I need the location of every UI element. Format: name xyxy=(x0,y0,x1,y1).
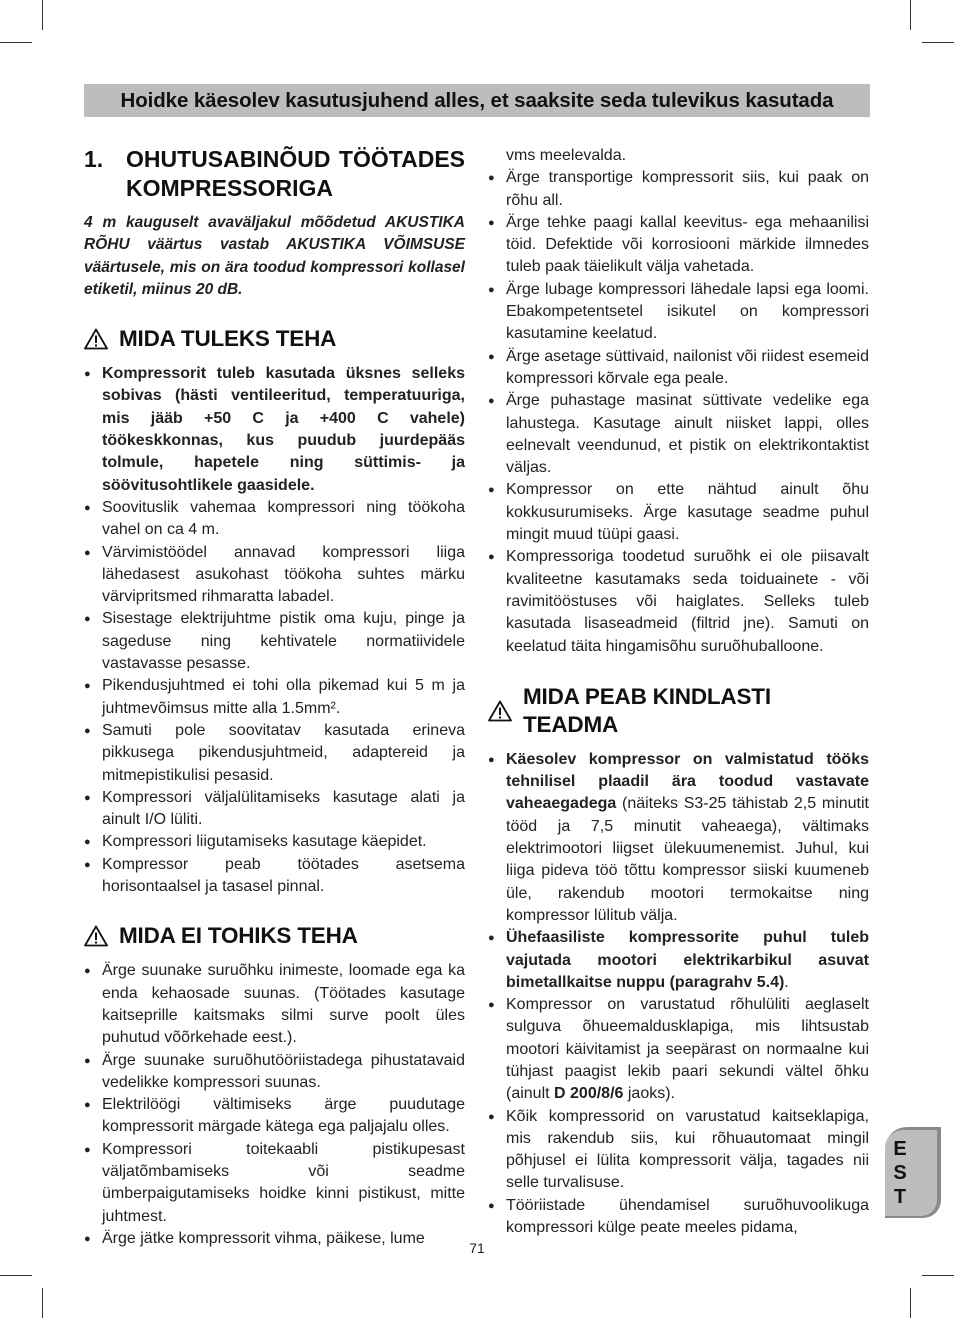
list-item: ● Ärge tehke paagi kallal keevitus- ega mehaanilisi töid. Defektide või korrosiooni märkide ilmnedes tuleb paak täielikult välja vahetada. xyxy=(488,212,869,279)
list-item: ● Kompressor on ette nähtud ainult õhu kokkusurumiseks. Ärge kasutage seadme puhul mingit muud tüüpi gaasi. xyxy=(488,479,869,546)
section-heading xyxy=(84,145,465,174)
list-item: ● Kompressori väljalülitamiseks kasutage alati ja ainult I/O lüliti. xyxy=(84,787,465,832)
language-tab-letter: T xyxy=(893,1186,907,1208)
item-bold: Käesolev kompressor on valmistatud tööks tehnilisel plaadil ära toodud vastavate vaheaegadega xyxy=(506,750,869,813)
know-title: MIDA PEAB KINDLASTI TEADMA xyxy=(523,683,771,737)
section-number: 1. xyxy=(84,146,104,172)
list-item: ● Kompressori liigutamiseks kasutage käepidet. xyxy=(84,831,465,853)
language-tab-letter: S xyxy=(893,1162,907,1184)
crop-mark xyxy=(42,0,43,30)
warning-icon xyxy=(488,700,512,722)
crop-mark xyxy=(0,1275,32,1276)
list-item: ● Sisestage elektrijuhtme pistik oma kuju, pinge ja sageduse ning kehtivatele normatiividele vastavasse pesasse. xyxy=(84,608,465,675)
list-item xyxy=(488,994,869,1105)
list-item: ● Elektrilöögi vältimiseks ärge puudutage kompressorit märgade kätega ega paljajalu olles. xyxy=(84,1094,465,1139)
list-item: ● Kõik kompressorid on varustatud kaitseklapiga, mis rakendub siis, kui rõhuautomaat mingil põhjusel ei lülita kompressorit välja, tagades nii selle turvalisuse. xyxy=(488,1106,869,1195)
list-item: ● Kompressorit tuleb kasutada üksnes selleks sobivas (hästi ventileeritud, temperatuuriga, mis jääb +50 C ja +400 C vahele) töökeskkonnas, kus puudub juurdepääs tolmule, hapetele ning süttimis- ja söövitusohtlikele gaasidele. xyxy=(84,363,465,497)
crop-mark xyxy=(42,1288,43,1318)
list-item xyxy=(488,927,869,994)
do-title: MIDA TULEKS TEHA xyxy=(119,326,337,352)
crop-mark xyxy=(910,0,911,30)
spacer xyxy=(84,174,126,203)
list-item xyxy=(488,749,869,927)
list-item: ● Värvimistöödel annavad kompressori liiga lähedasest asukohast töökoha suhtes märku värvipritsmed rihmaratta labadel. xyxy=(84,542,465,609)
dont-list xyxy=(84,960,465,1250)
item-text: Kompressor on varustatud rõhulüliti aeglaselt sulguva õhueemaldusklapiga, mis lihtsustab mootori käivitamist ja seepärast on normaalne kui tühjast paagist lekib paari sekundi vältel õhku (ainult xyxy=(506,996,869,1103)
warning-icon xyxy=(84,925,108,947)
intro-paragraph: 4 m kauguselt avaväljakul mõõdetud AKUSTIKA RÕHU väärtus vastab AKUSTIKA VÕIMSUSE väärtusele, mis on ära toodud kompressori kollasel etiketil, miinus 20 dB. xyxy=(84,214,465,298)
list-item: ● Ärge suunake suruõhutööriistadega pihustatavaid vedelikke kompressori suunas. xyxy=(84,1050,465,1095)
know-list xyxy=(488,749,869,1240)
page-number: 71 xyxy=(469,1240,485,1256)
list-item: ● Samuti pole soovitatav kasutada erineva pikkusega pikendusjuhtmeid, adaptereid ja mitmepistikulisi pesasid. xyxy=(84,720,465,787)
item-bold: D 200/8/6 xyxy=(554,1085,624,1103)
list-item: ● Ärge puhastage masinat süttivate vedelike ega lahustega. Kasutage ainult niisket lappi, olles eelnevalt veendunud, et pistik on elektrikontaktist väljas. xyxy=(488,390,869,479)
section-title-line2: KOMPRESSORIGA xyxy=(126,175,334,201)
left-column xyxy=(84,145,465,1250)
list-item: ● Kompressor peab töötades asetsema horisontaalsel ja tasasel pinnal. xyxy=(84,854,465,899)
item-text: jaoks). xyxy=(623,1085,675,1103)
continuation-text: vms meelevalda. xyxy=(506,147,627,164)
crop-mark xyxy=(0,42,32,43)
right-column xyxy=(488,145,869,1239)
crop-mark xyxy=(910,1288,911,1318)
dont-heading xyxy=(84,922,465,950)
list-item: ● Pikendusjuhtmed ei tohi olla pikemad kui 5 m ja juhtmevõimsus mitte alla 1.5mm². xyxy=(84,675,465,720)
crop-mark xyxy=(922,1275,954,1276)
list-item: ● Kompressori toitekaabli pistikupesast väljatõmbamiseks või seadme ümberpaigutamiseks hoidke kinni pistikust, mitte juhtmest. xyxy=(84,1139,465,1228)
section-title-wrap xyxy=(126,145,465,174)
list-item: ● Kompressoriga toodetud suruõhk ei ole piisavalt kvaliteetne kasutamaks seda toiduainete - või ravimitööstuses või haiglates. Selleks tuleb kasutada lisaseadmeid (filtrid jne). Samuti on keelatud täita hingamisõhu suruõhuballoone. xyxy=(488,546,869,657)
list-item: ● Soovituslik vahemaa kompressori ning töökoha vahel on ca 4 m. xyxy=(84,497,465,542)
section-heading-line2 xyxy=(84,174,465,203)
list-item: ● Ärge transportige kompressorit siis, kui paak on rõhu all. xyxy=(488,167,869,212)
do-heading xyxy=(84,325,465,353)
list-item: ● Ärge jätke kompressorit vihma, päikese, lume xyxy=(84,1228,465,1250)
item-bold: Ühefaasiliste kompressorite puhul tuleb vajutada mootori elektrikarbikul asuvat bimetallkaitse nuppu (paragrahv 5.4) xyxy=(506,929,869,991)
dont-title: MIDA EI TOHIKS TEHA xyxy=(119,923,358,949)
warning-icon xyxy=(84,328,108,350)
item-text: . xyxy=(784,973,789,991)
list-item: ● Ärge suunake suruõhku inimeste, loomade ega ka enda kehaosade suunas. (Töötades kasutage kaitseprille kaitsmaks silmi surve poolt üles puhutud võõrkehade eest.). xyxy=(84,960,465,1049)
language-tab-letter: E xyxy=(893,1138,907,1160)
crop-mark xyxy=(922,42,954,43)
list-item: ● Tööriistade ühendamisel suruõhuvoolikuga kompressori külge peate meeles pidama, xyxy=(488,1195,869,1240)
list-item: ● Ärge asetage süttivaid, nailonist või riidest esemeid kompressori kõrvale ega peale. xyxy=(488,346,869,391)
header-banner: Hoidke käesolev kasutusjuhend alles, et saaksite seda tulevikus kasutada xyxy=(84,84,870,117)
dont-list-continued xyxy=(488,167,869,658)
know-heading xyxy=(488,683,869,739)
section-title-line1: OHUTUSABINÕUD TÖÖTADES xyxy=(126,146,465,172)
item-text: (näiteks S3-25 tähistab 2,5 minutit tööd ja 7,5 minutit vaheaega), vältimaks elektrimootori liigset ülekuumenemist. Juhul, kui liiga pideva töö tõttu kompressor siiski kuumeneb üle, rakendub mootori termokaitse ning kompressor lülitub välja. xyxy=(506,795,869,924)
list-item: ● Ärge lubage kompressori lähedale lapsi ega loomi. Ebakompetentsetel isikutel on kompressori kasutamine keelatud. xyxy=(488,279,869,346)
do-list xyxy=(84,363,465,898)
